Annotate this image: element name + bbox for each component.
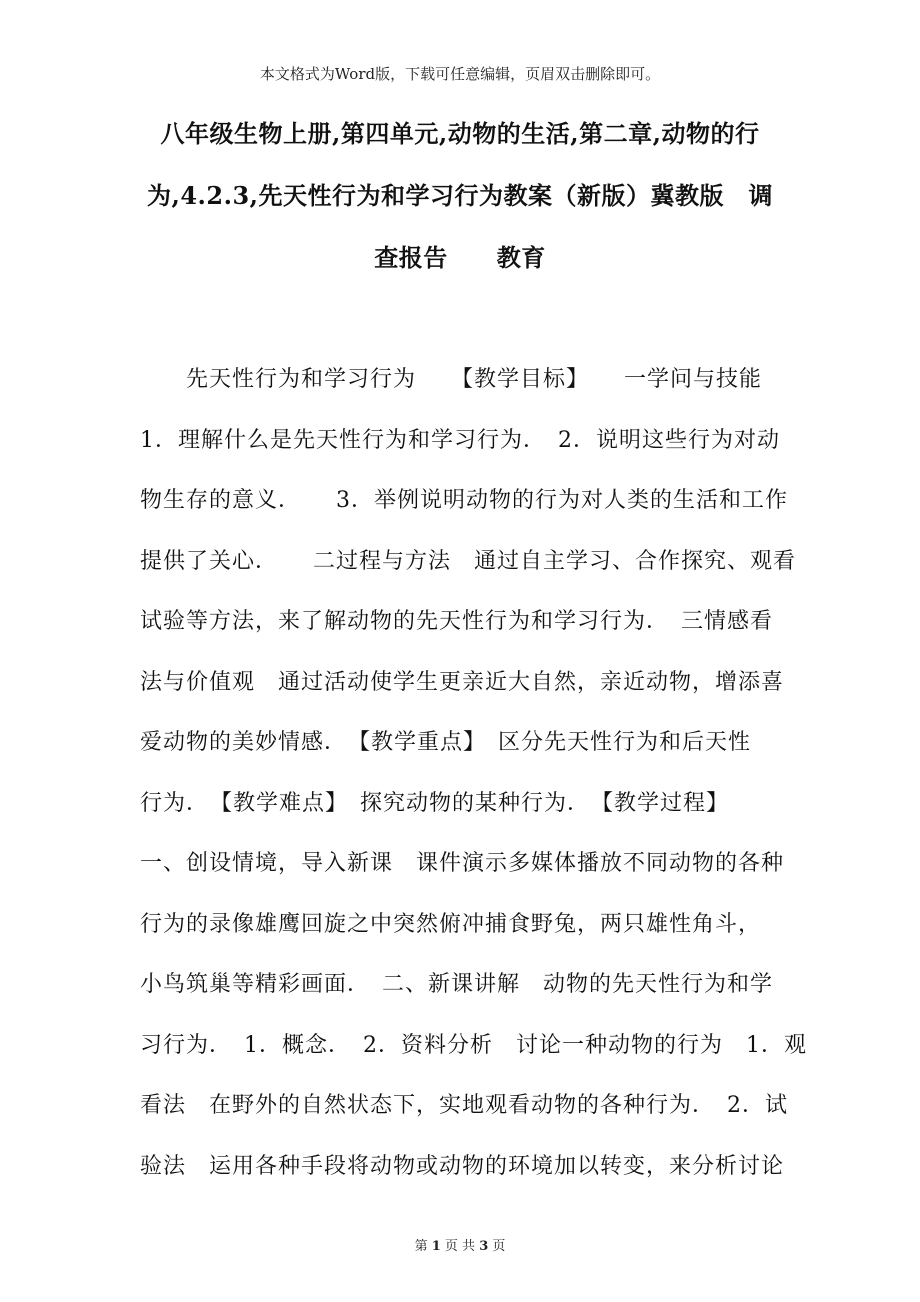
footer-suffix: 页 <box>492 1239 506 1254</box>
body-line: 一、创设情境，导入新课 课件演示多媒体播放不同动物的各种 <box>140 851 785 876</box>
body-line: 先天性行为和学习行为 【教学目标】 一学问与技能 <box>140 367 763 392</box>
title-line-3: 查报告 教育 <box>374 243 546 272</box>
title-line-2: 为,4.2.3,先天性行为和学习行为教案（新版）冀教版 调 <box>146 181 774 210</box>
body-line: 法与价值观 通过活动使学生更亲近大自然，亲近动物，增添喜 <box>140 669 785 695</box>
document-body <box>140 350 807 1197</box>
body-line: 行为的录像雄鹰回旋之中突然俯冲捕食野兔，两只雄性角斗， <box>140 911 762 937</box>
body-line: 验法 运用各种手段将动物或动物的环境加以转变，来分析讨论 <box>140 1153 785 1179</box>
body-line: 物生存的意义． 3．举例说明动物的行为对人类的生活和工作 <box>140 488 788 513</box>
body-line: 看法 在野外的自然状态下，实地观看动物的各种行为． 2．试 <box>140 1093 788 1118</box>
body-line: 习行为． 1．概念． 2．资料分析 讨论一种动物的行为 1．观 <box>140 1032 807 1058</box>
body-line: 1．理解什么是先天性行为和学习行为． 2．说明这些行为对动 <box>140 427 780 453</box>
body-line: 行为． 【教学难点】 探究动物的某种行为． 【教学过程】 <box>140 790 730 816</box>
footer-middle: 页 共 <box>444 1239 476 1254</box>
body-line: 提供了关心． 二过程与方法 通过自主学习、合作探究、观看 <box>140 548 797 574</box>
body-line: 试验等方法，来了解动物的先天性行为和学习行为． 三情感看 <box>140 609 774 634</box>
page-footer <box>0 1238 920 1256</box>
body-line: 爱动物的美妙情感． 【教学重点】 区分先天性行为和后天性 <box>140 730 752 755</box>
title-line-1: 八年级生物上册,第四单元,动物的生活,第二章,动物的行 <box>160 119 760 148</box>
document-title <box>130 103 790 289</box>
footer-current-page: 1 <box>431 1239 441 1254</box>
body-line: 小鸟筑巢等精彩画面． 二、新课讲解 动物的先天性行为和学 <box>140 972 774 997</box>
footer-prefix: 第 <box>414 1239 428 1254</box>
page-header-note: 本文格式为Word版，下载可任意编辑，页眉双击删除即可。 <box>259 65 661 83</box>
footer-total-pages: 3 <box>479 1239 489 1254</box>
